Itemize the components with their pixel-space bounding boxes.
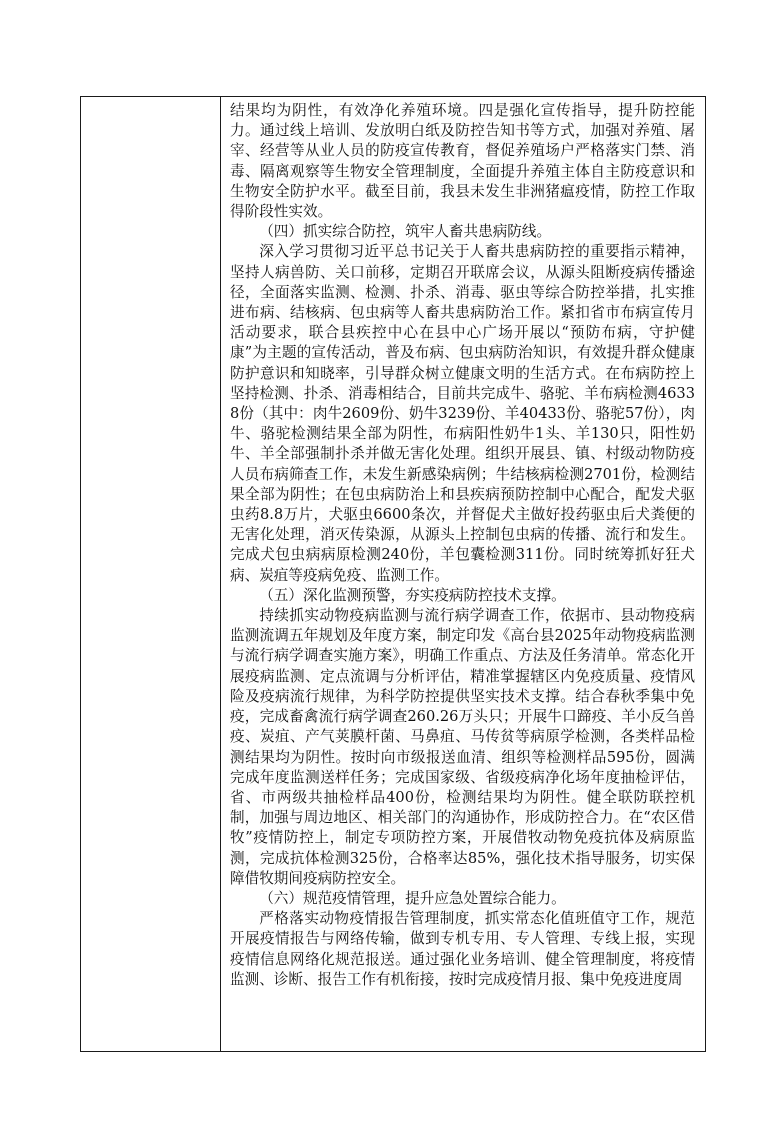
paragraph-epidemic-management: 严格落实动物疫情报告管理制度，抓实常态化值班值守工作，规范开展疫情报告与网络传输，做到专机专用、专人管理、专线上报，实现疫情信息网络化规范报送。通过强化业务培训、健全管理制度，将疫情监测、诊断、报告工作有机衔接，按时完成疫情月报、集中免疫进度周 (230, 910, 695, 988)
table-content-cell (221, 97, 705, 1051)
section-heading-5: （五）深化监测预警，夯实疫病防控技术支撑。 (259, 586, 566, 604)
paragraph-continuation: 结果均为阴性，有效净化养殖环境。四是强化宣传指导，提升防控能力。通过线上培训、发放明白纸及防控告知书等方式，加强对养殖、屠宰、经营等从业人员的防疫宣传教育，督促养殖场户严格落实门禁、消毒、隔离观察等生物安全管理制度，全面提升养殖主体自主防疫意识和生物安全防护水平。截至目前，我县未发生非洲猪瘟疫情，防控工作取得阶段性实效。 (230, 102, 695, 221)
section-heading-6: （六）规范疫情管理，提升应急处置综合能力。 (259, 889, 566, 907)
section-heading-4: （四）抓实综合防控，筑牢人畜共患病防线。 (259, 223, 552, 241)
paragraph-monitoring: 持续抓实动物疫病监测与流行病学调查工作，依据市、县动物疫病监测流调五年规划及年度方案，制定印发《高台县2025年动物疫病监测与流行病学调查实施方案》，明确工作重点、方法及任务清单。常态化开展疫病监测、定点流调与分析评估，精准掌握辖区内免疫质量、疫情风险及疫病流行规律，为科学防控提供坚实技术支撑。结合春秋季集中免疫，完成畜禽流行病学调查260.26万头只；开展牛口蹄疫、羊小反刍兽疫、炭疽、产气荚膜杆菌、马鼻疽、马传贫等病原学检测，各类样品检测结果均为阴性。按时向市级报送血清、组织等检测样品595份，圆满完成年度监测送样任务；完成国家级、省级疫病净化场年度抽检评估，省、市两级共抽检样品400份，检测结果均为阴性。健全联防联控机制，加强与周边地区、相关部门的沟通协作，形成防控合力。在“农区借牧”疫情防控上，制定专项防控方案，开展借牧动物免疫抗体及病原监测，完成抗体检测325份，合格率达85%，强化技术指导服务，切实保障借牧期间疫病防控安全。 (230, 607, 695, 887)
document-table (80, 96, 706, 1052)
paragraph-zoonosis: 深入学习贯彻习近平总书记关于人畜共患病防控的重要指示精神，坚持人病兽防、关口前移，定期召开联席会议，从源头阻断疫病传播途径，全面落实监测、检测、扑杀、消毒、驱虫等综合防控举措，扎实推进布病、结核病、包虫病等人畜共患病防治工作。紧扣省市布病宣传月活动要求，联合县疾控中心在县中心广场开展以“预防布病，守护健康”为主题的宣传活动，普及布病、包虫病防治知识，有效提升群众健康防护意识和知晓率，引导群众树立健康文明的生活方式。在布病防控上坚持检测、扑杀、消毒相结合，目前共完成牛、骆驼、羊布病检测46338份（其中：肉牛2609份、奶牛3239份、羊40433份、骆驼57份），肉牛、骆驼检测结果全部为阴性，布病阳性奶牛1头、羊130只，阳性奶牛、羊全部强制扑杀并做无害化处理。组织开展县、镇、村级动物防疫人员布病筛查工作，未发生新感染病例；牛结核病检测2701份，检测结果全部为阴性；在包虫病防治上和县疾病预防控制中心配合，配发犬驱虫药8.8万片，犬驱虫6600条次，并督促犬主做好投药驱虫后犬粪便的无害化处理，消灭传染源，从源头上控制包虫病的传播、流行和发生。完成犬包虫病病原检测240份，羊包囊检测311份。同时统筹抓好狂犬病、炭疽等疫病免疫、监测工作。 (230, 243, 695, 584)
table-left-column (81, 97, 221, 1051)
